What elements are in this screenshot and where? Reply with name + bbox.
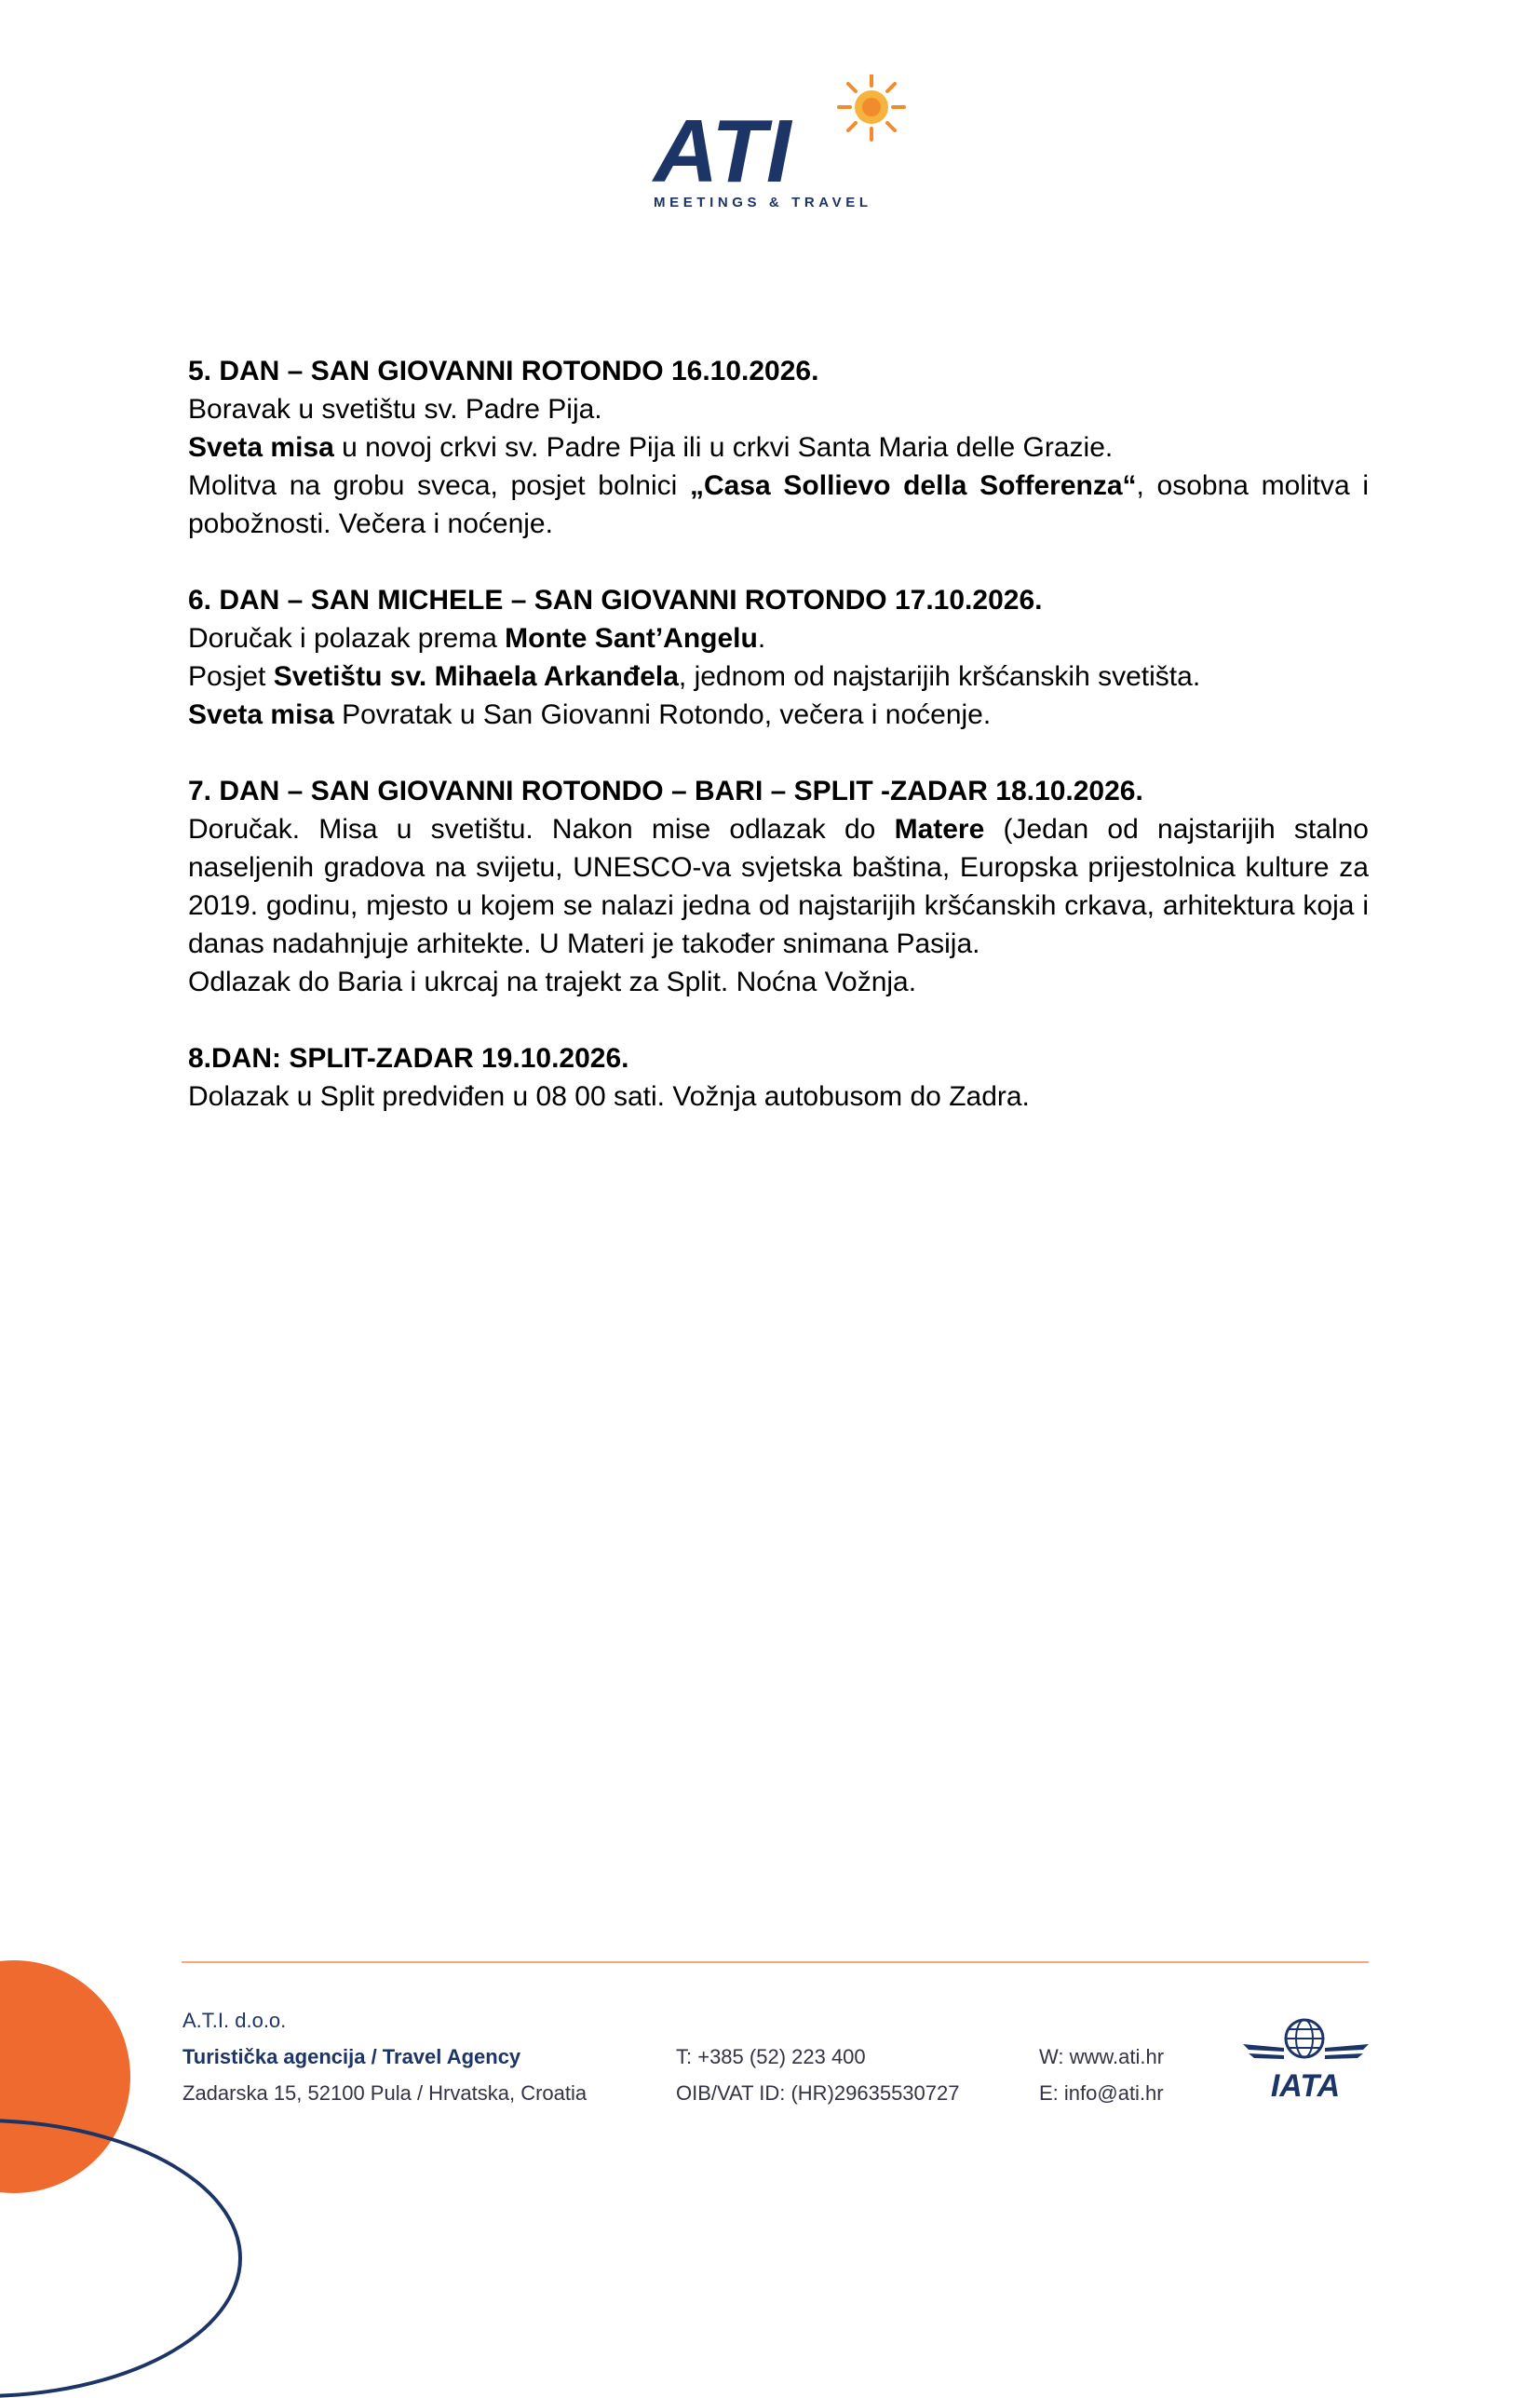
iata-wordmark: IATA (1270, 2068, 1341, 2104)
text-run: Posjet (188, 661, 274, 692)
text-run-bold: Svetištu sv. Mihaela Arkanđela (273, 661, 679, 692)
day-heading: 7. DAN – SAN GIOVANNI ROTONDO – BARI – SPLIT -ZADAR 18.10.2026. (188, 776, 1143, 806)
footer-company-block (182, 2002, 587, 2111)
day-7-section (188, 772, 1369, 1001)
company-name: A.T.I. d.o.o. (182, 2009, 287, 2032)
vat-id: OIB/VAT ID: (HR)29635530727 (676, 2081, 960, 2105)
day-heading: 8.DAN: SPLIT-ZADAR 19.10.2026. (188, 1043, 629, 1074)
text-run-bold: Matere (894, 814, 985, 845)
logo-wordmark: ATI (654, 102, 791, 201)
logo-subtitle: MEETINGS & TRAVEL (654, 195, 872, 210)
text-run: Molitva na grobu sveca, posjet bolnici (188, 470, 690, 501)
company-address: Zadarska 15, 52100 Pula / Hrvatska, Croatia (182, 2081, 588, 2105)
text-run-bold: Monte Sant’Angelu (505, 623, 758, 654)
ati-logo (652, 75, 912, 214)
iata-logo (1243, 2016, 1369, 2105)
day-8-section (188, 1039, 1369, 1116)
text-run: Doručak. Misa u svetištu. Nakon mise odlazak do (188, 814, 895, 845)
day-6-section (188, 581, 1369, 734)
decorative-arc (0, 2119, 242, 2398)
sun-icon (839, 75, 904, 140)
email-link[interactable]: E: info@ati.hr (1039, 2081, 1164, 2105)
day-5-section (188, 352, 1369, 543)
paragraph (188, 428, 1369, 467)
text-run: (Jedan od najstarijih stalno naseljenih gradova na svijetu, UNESCO-va svjetska baština, Europska prijestolnica kulture za 2019. godinu, mjesto u kojem se nalazi jedna od najstarijih kršćanskih crkava, arhitektura koja i danas nadahnjuje arhitekte. U Materi je također snimana Pasija. (188, 814, 1369, 959)
paragraph (188, 810, 1369, 963)
text-run: Povratak u San Giovanni Rotondo, večera i noćenje. (333, 699, 992, 730)
paragraph (188, 657, 1369, 696)
itinerary (188, 352, 1369, 1154)
paragraph (188, 696, 1369, 734)
footer-web-block (1039, 2039, 1164, 2111)
phone-number: T: +385 (52) 223 400 (676, 2045, 866, 2068)
text-run: Dolazak u Split predviđen u 08 00 sati. Vožnja autobusom do Zadra. (188, 1081, 1030, 1112)
day-heading: 6. DAN – SAN MICHELE – SAN GIOVANNI ROTONDO 17.10.2026. (188, 585, 1043, 616)
text-run: Boravak u svetištu sv. Padre Pija. (188, 394, 602, 425)
paragraph (188, 1077, 1369, 1116)
text-run: Doručak i polazak prema (188, 623, 506, 654)
paragraph (188, 390, 1369, 428)
globe-icon (1286, 2020, 1323, 2057)
text-run: u novoj crkvi sv. Padre Pija ili u crkvi Santa Maria delle Grazie. (333, 432, 1114, 463)
paragraph (188, 963, 1369, 1001)
text-run: . (757, 623, 766, 654)
text-run: , osobna molitva i pobožnosti. Večera i noćenje. (188, 470, 1369, 539)
agency-type: Turistička agencija / Travel Agency (182, 2045, 521, 2068)
text-run-bold: „Casa Sollievo della Sofferenza“ (690, 470, 1137, 501)
paragraph (188, 467, 1369, 543)
text-run-bold: Sveta misa (188, 432, 334, 463)
footer-divider (182, 1961, 1369, 1963)
text-run-bold: Sveta misa (188, 699, 334, 730)
text-run: Odlazak do Baria i ukrcaj na trajekt za Split. Noćna Vožnja. (188, 967, 917, 997)
text-run: , jednom od najstarijih kršćanskih svetišta. (678, 661, 1201, 692)
footer-contact-block (676, 2039, 960, 2111)
website-link[interactable]: W: www.ati.hr (1039, 2045, 1165, 2068)
day-heading: 5. DAN – SAN GIOVANNI ROTONDO 16.10.2026. (188, 356, 819, 386)
paragraph (188, 619, 1369, 657)
